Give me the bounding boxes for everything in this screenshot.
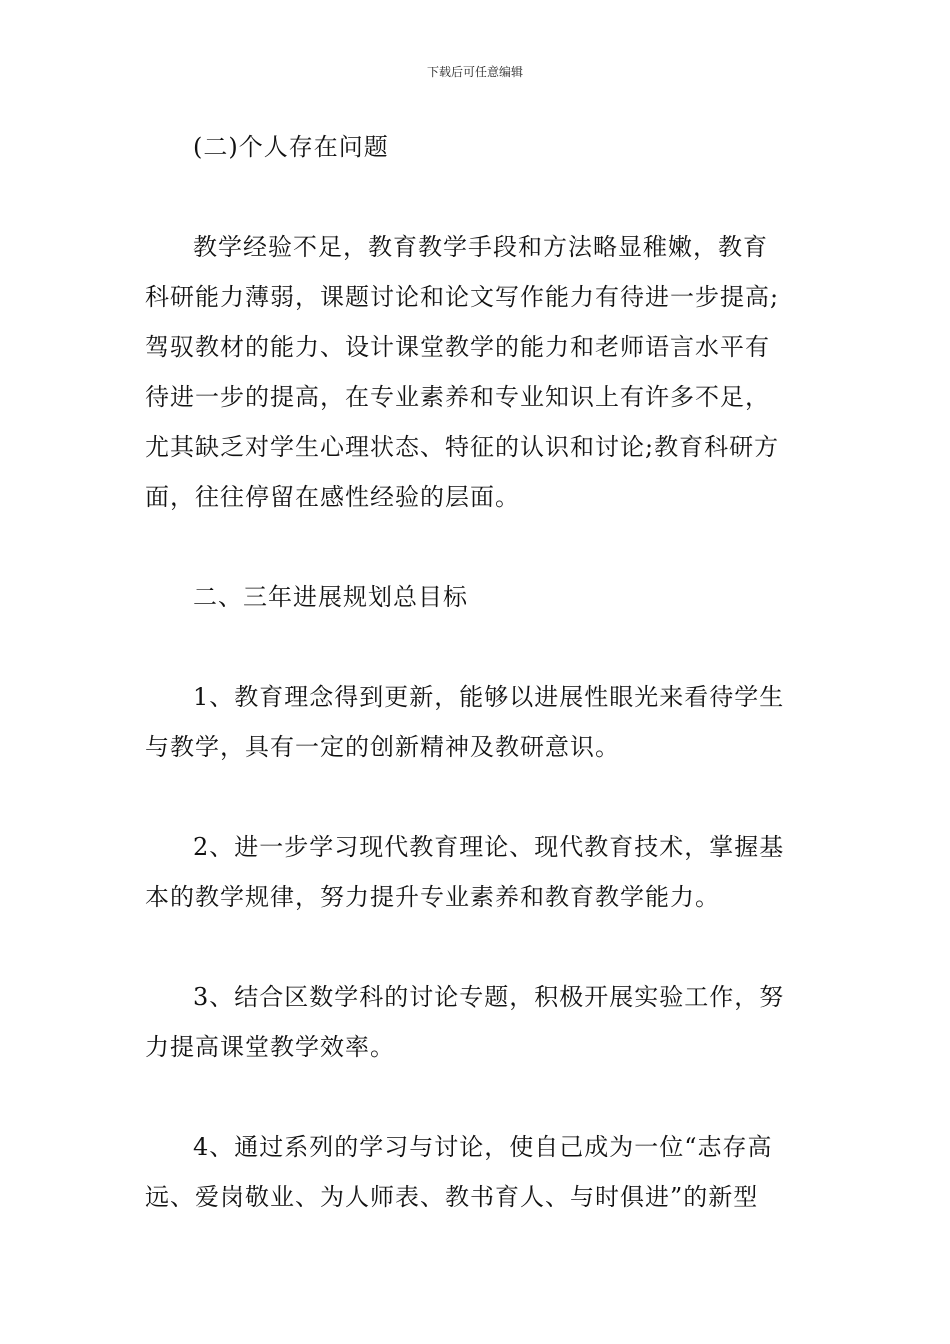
paragraph-gap	[145, 622, 810, 672]
text-line: 与教学，具有一定的创新精神及教研意识。	[145, 733, 620, 761]
text-line: 4、通过系列的学习与讨论，使自己成为一位“志存高	[193, 1133, 773, 1161]
section-heading-three-year-goals	[145, 572, 810, 622]
text-line: 尤其缺乏对学生心理状态、特征的认识和讨论;教育科研方	[145, 433, 780, 461]
text-line: 待进一步的提高，在专业素养和专业知识上有许多不足，	[145, 383, 770, 411]
paragraph-gap	[145, 1072, 810, 1122]
text-line: 3、结合区数学科的讨论专题，积极开展实验工作，努	[193, 983, 785, 1011]
paragraph-gap	[145, 772, 810, 822]
goal-item-2	[145, 822, 810, 922]
text-line: 二、三年进展规划总目标	[193, 583, 468, 611]
paragraph-gap	[145, 172, 810, 222]
text-line: 2、进一步学习现代教育理论、现代教育技术，掌握基	[193, 833, 785, 861]
text-line: 驾驭教材的能力、设计课堂教学的能力和老师语言水平有	[145, 333, 770, 361]
text-line: 面，往往停留在感性经验的层面。	[145, 483, 520, 511]
section-heading-personal-issues	[145, 122, 810, 172]
text-line: (二)个人存在问题	[193, 133, 389, 161]
paragraph-gap	[145, 522, 810, 572]
text-line: 力提高课堂教学效率。	[145, 1033, 395, 1061]
text-line: 1、教育理念得到更新，能够以进展性眼光来看待学生	[193, 683, 785, 711]
paragraph-issues-description	[145, 222, 810, 522]
goal-item-3	[145, 972, 810, 1072]
text-line: 科研能力薄弱，课题讨论和论文写作能力有待进一步提高;	[145, 283, 780, 311]
goal-item-1	[145, 672, 810, 772]
page-header: 下载后可任意编辑	[426, 65, 523, 79]
paragraph-gap	[145, 922, 810, 972]
text-line: 教学经验不足，教育教学手段和方法略显稚嫩，教育	[193, 233, 768, 261]
text-line: 远、爱岗敬业、为人师表、教书育人、与时俱进”的新型	[145, 1183, 759, 1211]
goal-item-4	[145, 1122, 810, 1222]
text-line: 本的教学规律，努力提升专业素养和教育教学能力。	[145, 883, 720, 911]
document-body	[145, 122, 810, 1222]
